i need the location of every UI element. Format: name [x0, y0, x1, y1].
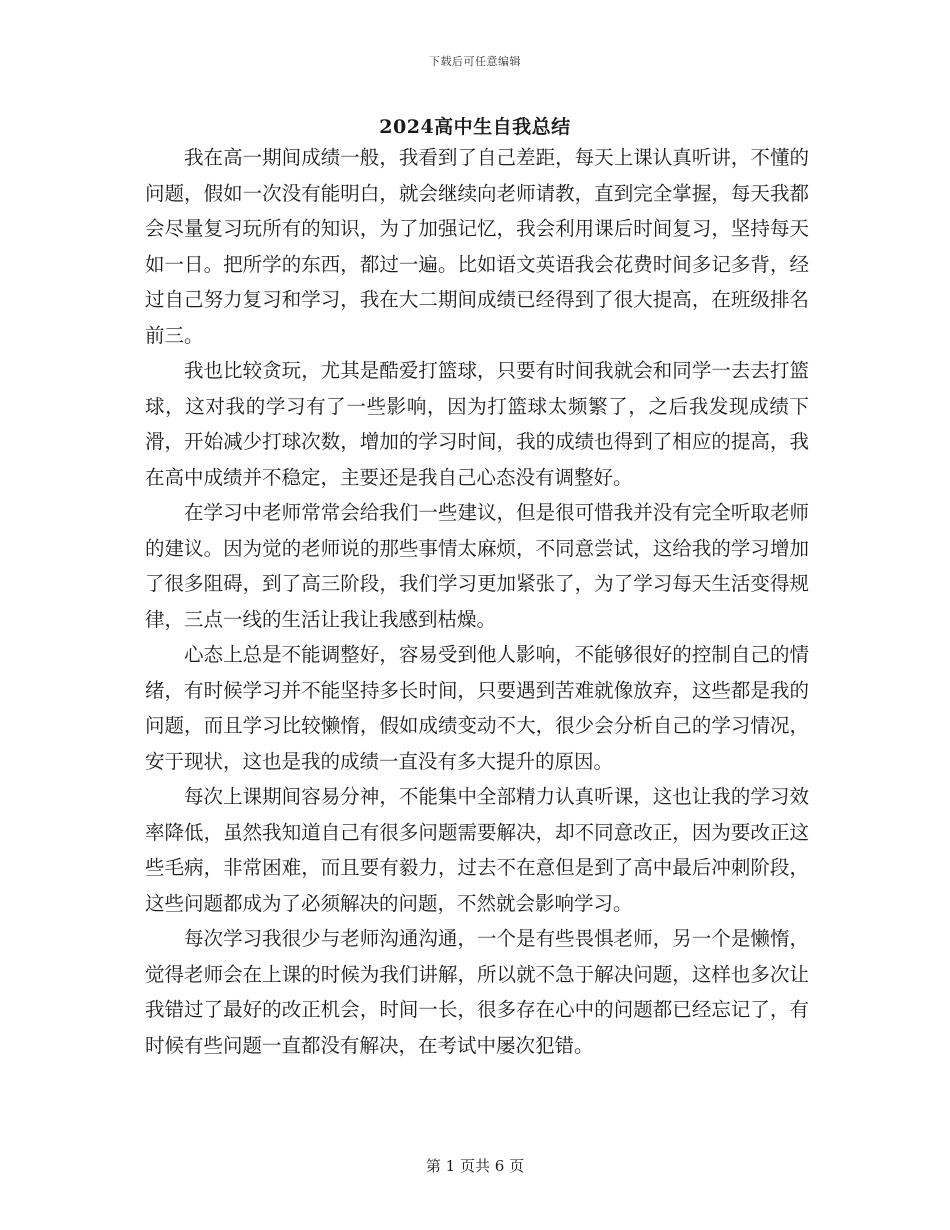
document-title: 2024高中生自我总结: [379, 116, 571, 138]
document-body: [145, 140, 809, 1063]
paragraph: 我也比较贪玩，尤其是酷爱打篮球，只要有时间我就会和同学一去去打篮球，这对我的学习有了一些影响，因为打篮球太频繁了，之后我发现成绩下滑，开始减少打球次数，增加的学习时间，我的成绩也得到了相应的提高，我在高中成绩并不稳定，主要还是我自己心态没有调整好。: [145, 359, 809, 489]
page-header-note: 下载后可任意编辑: [429, 55, 521, 68]
paragraph: 心态上总是不能调整好，容易受到他人影响，不能够很好的控制自己的情绪，有时候学习并不能坚持多长时间，只要遇到苦难就像放弃，这些都是我的问题，而且学习比较懒惰，假如成绩变动不大，很少会分析自己的学习情况，安于现状，这也是我的成绩一直没有多大提升的原因。: [145, 643, 809, 773]
paragraph: 在学习中老师常常会给我们一些建议，但是很可惜我并没有完全听取老师的建议。因为觉的老师说的那些事情太麻烦，不同意尝试，这给我的学习增加了很多阻碍，到了高三阶段，我们学习更加紧张了，为了学习每天生活变得规律，三点一线的生活让我让我感到枯燥。: [145, 501, 809, 631]
paragraph: 每次学习我很少与老师沟通沟通，一个是有些畏惧老师，另一个是懒惰，觉得老师会在上课的时候为我们讲解，所以就不急于解决问题，这样也多次让我错过了最好的改正机会，时间一长，很多存在心中的问题都已经忘记了，有时候有些问题一直都没有解决，在考试中屡次犯错。: [145, 927, 809, 1057]
paragraph: 我在高一期间成绩一般，我看到了自己差距，每天上课认真听讲，不懂的问题，假如一次没有能明白，就会继续向老师请教，直到完全掌握，每天我都会尽量复习玩所有的知识，为了加强记忆，我会利用课后时间复习，坚持每天如一日。把所学的东西，都过一遍。比如语文英语我会花费时间多记多背，经过自己努力复习和学习，我在大二期间成绩已经得到了很大提高，在班级排名前三。: [145, 146, 809, 347]
page-number-footer: 第 1 页共 6 页: [425, 1157, 525, 1175]
paragraph: 每次上课期间容易分神，不能集中全部精力认真听课，这也让我的学习效率降低，虽然我知道自己有很多问题需要解决，却不同意改正，因为要改正这些毛病，非常困难，而且要有毅力，过去不在意但是到了高中最后冲刺阶段，这些问题都成为了必须解决的问题，不然就会影响学习。: [145, 785, 809, 915]
